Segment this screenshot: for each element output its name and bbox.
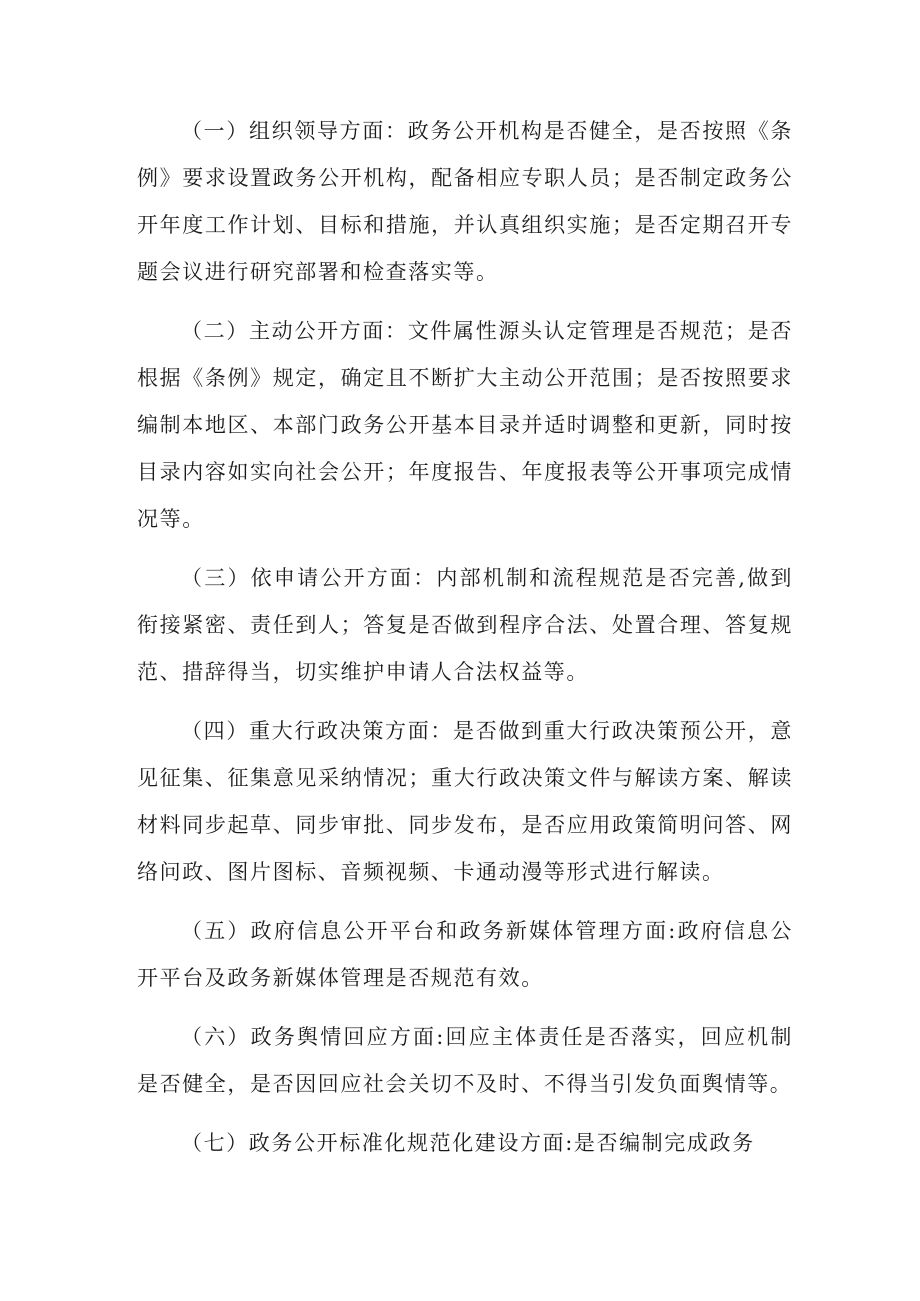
paragraph-proactive-disclosure: （二）主动公开方面：文件属性源头认定管理是否规范；是否根据《条例》规定，确定且不断扩大主动公开范围；是否按照要求编制本地区、本部门政务公开基本目录并适时调整和更新，同时按目录内容如实向社会公开；年度报告、年度报表等公开事项完成情况等。	[137, 319, 793, 531]
paragraph-public-opinion-response: （六）政务舆情回应方面:回应主体责任是否落实，回应机制是否健全，是否因回应社会关切不及时、不得当引发负面舆情等。	[137, 1025, 793, 1096]
paragraph-major-administrative-decisions: （四）重大行政决策方面：是否做到重大行政决策预公开，意见征集、征集意见采纳情况；重大行政决策文件与解读方案、解读材料同步起草、同步审批、同步发布，是否应用政策简明问答、网络问政、图片图标、音频视频、卡通动漫等形式进行解读。	[137, 719, 793, 884]
paragraph-disclosure-upon-request: （三）依申请公开方面：内部机制和流程规范是否完善,做到衔接紧密、责任到人；答复是否做到程序合法、处置合理、答复规范、措辞得当，切实维护申请人合法权益等。	[137, 566, 793, 684]
paragraph-organization-leadership: （一）组织领导方面：政务公开机构是否健全，是否按照《条例》要求设置政务公开机构，配备相应专职人员；是否制定政务公开年度工作计划、目标和措施，并认真组织实施；是否定期召开专题会议进行研究部署和检查落实等。	[137, 119, 793, 284]
document-body	[137, 108, 793, 1179]
paragraph-standardization: （七）政务公开标准化规范化建设方面:是否编制完成政务	[181, 1131, 755, 1155]
paragraph-information-platforms-new-media: （五）政府信息公开平台和政务新媒体管理方面:政府信息公开平台及政务新媒体管理是否规范有效。	[137, 919, 793, 990]
